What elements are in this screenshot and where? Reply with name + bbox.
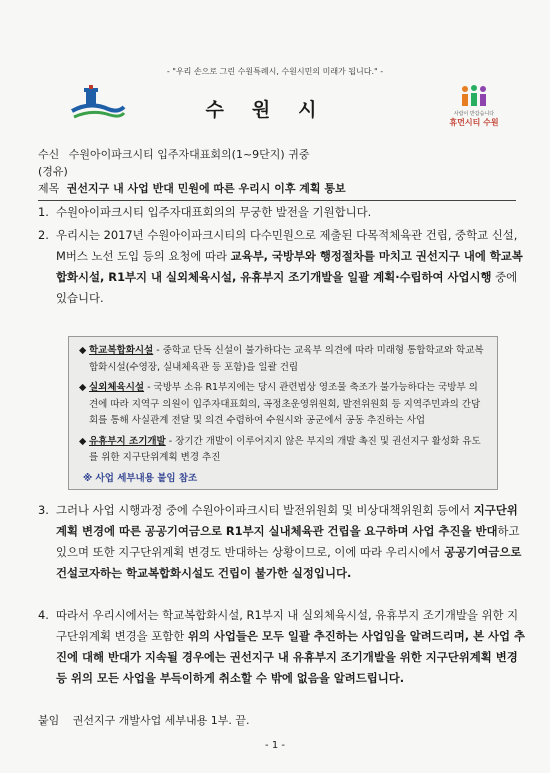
attachment-label: 붙임: [38, 714, 60, 727]
paragraph-4: [38, 605, 528, 689]
diamond-bullet-icon: ◆: [79, 382, 87, 393]
paragraph-number: 3.: [38, 503, 49, 517]
box-item-school-complex: ◆ 학교복합화시설 - 중학교 단독 신설이 불가하다는 교육부 의견에 따라 미래형 통합학교와 학교복합화시설(수영장, 실내체육관 등 포함)을 일괄 건립: [79, 345, 484, 373]
attachment-value: 권선지구 개발사업 세부내용 1부. 끝.: [72, 714, 250, 727]
subject-line: [38, 180, 516, 201]
paragraph-text: 그러나 사업 시행과정 중에 수원아이파크시티 발전위원회 및 비상대책위원회 등에서 지구단위계획 변경에 따른 공공기여금으로 R1부지 실내체육관 건립을 요구하며 사업 추진을 반대하고 있으며 또한 지구단위계획 변경도 반대하는 상황이므로, 이에 따라 우리시에서 공공기여금으로 건설코자하는 학교복합화시설도 건립이 불가한 실정입니다.: [56, 503, 522, 580]
paragraph-text: 따라서 우리시에서는 학교복합화시설, R1부지 내 실외체육시설, 유휴부지 조기개발을 위한 지구단위계획 변경을 포함한 위의 사업들은 모두 일괄 추진하는 사업임을 알려드리며, 본 사업 추진에 대해 반대가 지속될 경우에는 권선지구 내 유휴부지 조기개발을 위한 지구단위계획 변경 등 위의 모든 사업을 부득이하게 취소할 수 밖에 없음을 알려드립니다.: [56, 608, 526, 685]
project-detail-box: [68, 336, 498, 490]
recipient-value: 수원아이파크시티 입주자대표회의(1~9단지) 귀중: [68, 148, 310, 161]
recipient-line: [38, 146, 309, 162]
recipient-label: 수신: [38, 148, 60, 161]
box-note: ※ 사업 세부내용 붙임 참조: [83, 472, 198, 484]
page-number: - 1 -: [265, 740, 285, 751]
paragraph-text: 수원아이파크시티 입주자대표회의의 무궁한 발전을 기원합니다.: [56, 205, 372, 219]
paragraph-number: 1.: [38, 205, 49, 219]
via-line: (경유): [38, 165, 68, 178]
diamond-bullet-icon: ◆: [79, 345, 87, 356]
attachment-line: [38, 712, 250, 728]
paragraph-text: 우리시는 2017년 수원아이파크시티의 다수민원으로 제출된 다목적체육관 건립, 중학교 신설, M버스 노선 도입 등의 요청에 따라 교육부, 국방부와 행정절차를 마치고 권선지구 내에 학교복합화시설, R1부지 내 실외체육시설, 유휴부지 조기개발을 일괄 계획·수립하여 사업시행 중에 있습니다.: [56, 228, 523, 305]
paragraph-1: [38, 202, 528, 223]
humancity-tagline: 사람이 반갑습니다: [453, 111, 495, 117]
humancity-people-icon: [459, 84, 489, 108]
box-item-idle-land: ◆ 유휴부지 조기개발 - 장기간 개발이 이루어지지 않은 부지의 개발 촉진 및 권선지구 활성화 유도를 위한 지구단위계획 변경 추진: [79, 435, 481, 463]
paragraph-3: [38, 500, 528, 584]
paragraph-number: 4.: [38, 608, 49, 622]
paragraph-2: [38, 225, 528, 309]
paragraph-number: 2.: [38, 228, 49, 242]
suwon-city-emblem-icon: [70, 83, 126, 123]
issuing-organization: 수원시: [205, 99, 345, 121]
diamond-bullet-icon: ◆: [79, 435, 87, 447]
humancity-logo-text: 휴먼시티 수원: [449, 118, 499, 127]
slogan: - "우리 손으로 그린 수원특례시, 수원시민의 미래가 됩니다." -: [166, 67, 384, 76]
subject-title: 권선지구 내 사업 반대 민원에 따른 우리시 이후 계획 통보: [66, 182, 346, 195]
subject-label: 제목: [38, 182, 60, 195]
humancity-logo: [448, 80, 500, 130]
box-item-indoor-gym: ◆ 실외체육시설 - 국방부 소유 R1부지에는 당시 관련법상 영조물 축조가 불가능하다는 국방부 의견에 따라 지역구 의원이 입주자대표회의, 곡정초운영위원회, 발전위원회 등 지역주민과의 간담회를 통해 사실관계 전달 및 의견 수렴하여 수원시와 공군에서 공동 추진하는 사업: [79, 382, 481, 426]
